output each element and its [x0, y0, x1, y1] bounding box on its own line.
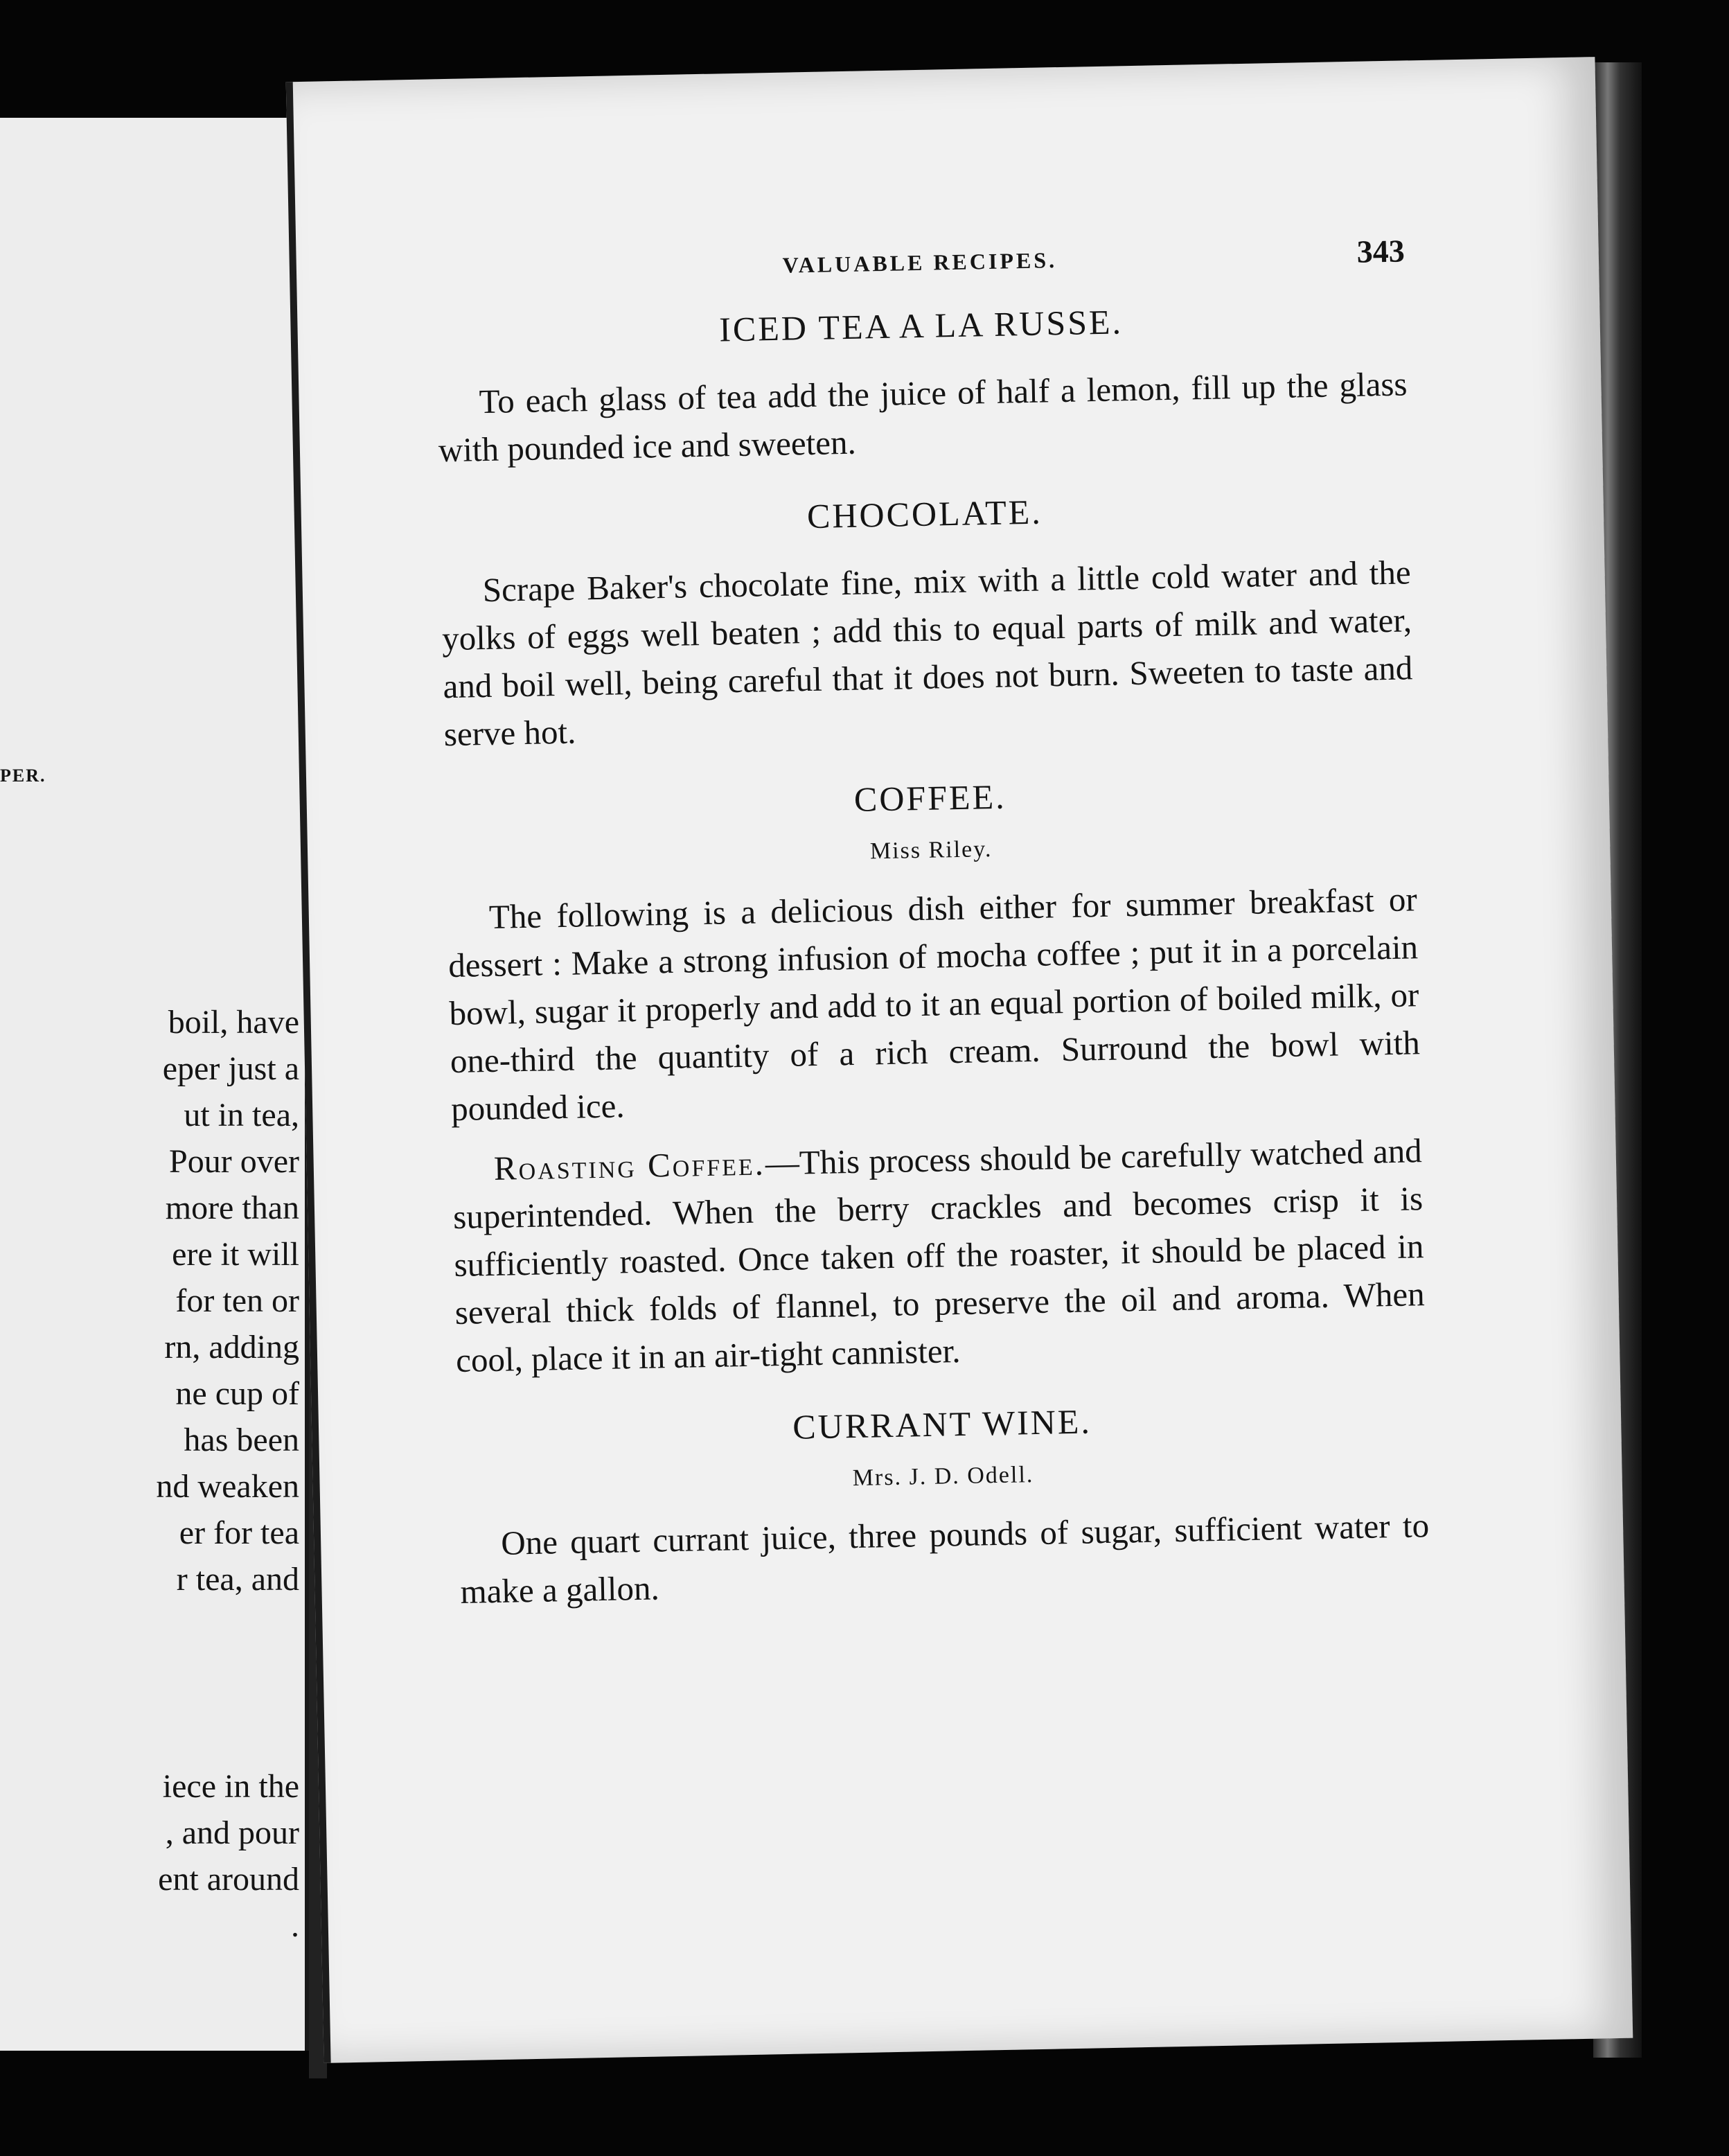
left-line: eper just a — [162, 1050, 299, 1087]
left-line: boil, have — [168, 1004, 299, 1041]
left-text-block-bottom — [158, 1763, 299, 1949]
recipe-body: Scrape Baker's chocolate fine, mix with a little cold water and the yolks of eggs well beaten ; add this to equal parts of milk and water, and boil well, being careful that it does not burn. Sweeten to taste and serve hot. — [441, 553, 1413, 754]
right-page — [286, 57, 1633, 2063]
page-number: 343 — [1356, 233, 1406, 270]
left-line: er for tea — [179, 1514, 299, 1551]
recipe-coffee — [445, 768, 1426, 1384]
recipe-body: The following is a delicious dish either for summer breakfast or dessert : Make a strong infusion of mocha coffee ; put it in a porcelain bowl, sugar it properly and add to it an equal portion of boiled milk, or one-third the quantity of a rich cream. Surround the bowl with pounded ice. — [447, 880, 1421, 1129]
left-line: nd weaken — [156, 1468, 299, 1505]
recipe-heading: CURRANT WINE. — [792, 1402, 1092, 1447]
left-line: iece in the — [162, 1768, 299, 1805]
left-line: for ten or — [175, 1282, 299, 1319]
recipe-body: To each glass of tea add the juice of half a lemon, fill up the glass with pounded ice and sweeten. — [438, 364, 1408, 470]
left-running-head: PER. — [0, 766, 46, 786]
running-title: VALUABLE RECIPES. — [782, 247, 1058, 278]
left-line: Pour over — [169, 1143, 299, 1180]
left-line: ut in tea, — [184, 1097, 299, 1133]
recipe-currant-wine — [457, 1395, 1430, 1616]
roasting-coffee-lead: Roasting Coffee. — [493, 1144, 766, 1187]
left-line: ne cup of — [175, 1375, 299, 1412]
roasting-coffee-body: —This process should be carefully watched and superintended. When the berry crackles and becomes crisp it is sufficiently roasted. Once taken off the roaster, it should be placed in several thick folds of flannel, to preserve the oil and aroma. When cool, place it in an air-tight cannister. — [452, 1131, 1426, 1380]
left-line: ere it will — [172, 1236, 299, 1273]
recipe-heading: ICED TEA A LA RUSSE. — [718, 302, 1124, 349]
left-line: has been — [184, 1422, 299, 1458]
recipe-heading: COFFEE. — [853, 777, 1007, 819]
left-line: . — [291, 1907, 299, 1944]
left-page — [0, 118, 309, 2051]
left-text-block-top — [156, 999, 299, 1602]
recipe-author: Mrs. J. D. Odell. — [852, 1462, 1034, 1492]
recipe-author: Miss Riley. — [869, 836, 993, 865]
recipe-chocolate — [439, 484, 1414, 758]
left-line: , and pour — [165, 1814, 299, 1851]
roasting-coffee-paragraph — [452, 1126, 1426, 1384]
recipe-body: One quart currant juice, three pounds of sugar, sufficient water to make a gallon. — [460, 1506, 1430, 1611]
left-line: r tea, and — [176, 1561, 299, 1598]
left-line: more than — [165, 1190, 299, 1226]
recipe-heading: CHOCOLATE. — [806, 492, 1043, 536]
left-line: rn, adding — [164, 1329, 299, 1366]
recipe-iced-tea — [436, 296, 1408, 474]
page-content — [435, 233, 1431, 1645]
left-line: ent around — [158, 1861, 299, 1898]
